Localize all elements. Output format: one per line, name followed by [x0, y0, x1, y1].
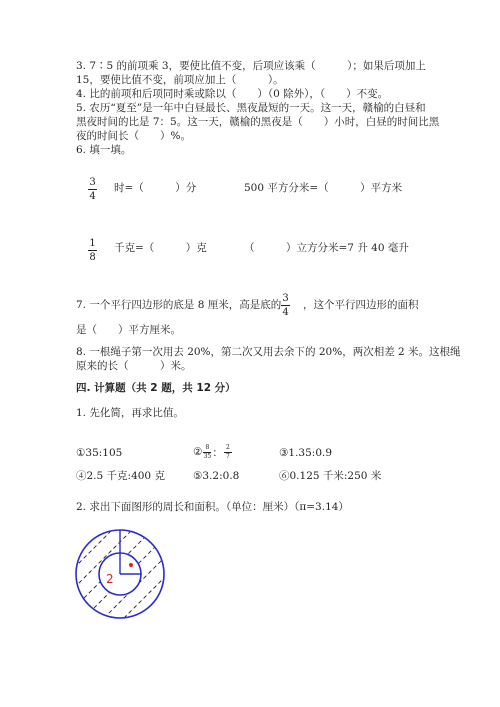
- calc1-item-2-fraction-2: [224, 445, 232, 460]
- q6-b-text: 500 平方分米=（ ）平方米: [244, 182, 403, 194]
- q5-line1: 5. 农历“夏至”是一年中白昼最长、黑夜最短的一天。这一天，赣榆的白昼和: [76, 102, 426, 114]
- q8-line1: 8. 一根绳子第一次用去 20%，第二次又用去余下的 20%，两次相差 2 米。这根绳: [76, 346, 461, 358]
- q6-fraction-c: [88, 238, 97, 263]
- calc1-item-6: ⑥0.125 千米:250 米: [279, 470, 382, 482]
- q5-line2: 黑夜时间的比是 7：5。这一天，赣榆的黑夜是（ ）小时，白昼的时间比黑: [76, 116, 440, 128]
- q4-line1: 4. 比的前项和后项同时乘或除以（ ）（0 除外），（ ）不变。: [76, 88, 389, 100]
- q8-line2: 原来的长（ ）米。: [76, 360, 192, 372]
- annulus-figure: [74, 528, 166, 620]
- q6-title: 6. 填一填。: [76, 144, 132, 156]
- q6-fraction-c-denominator: 8: [89, 252, 96, 263]
- calc1-item-4: ④2.5 千克:400 克: [76, 470, 165, 482]
- q3-line1: 3. 7∶5 的前项乘 3，要使比值不变，后项应该乘（ ）；如果后项加上: [76, 60, 426, 72]
- calc1-title: 1. 先化简，再求比值。: [76, 407, 184, 419]
- q7-fraction: [281, 293, 290, 318]
- q6-c-text: 千克=（ ）克: [114, 242, 207, 254]
- fraction-bar: [88, 250, 97, 251]
- q6-fraction-c-numerator: 1: [89, 238, 96, 249]
- calc1-item-2-colon: ：: [212, 446, 223, 459]
- section-4-title: 四. 计算题（共 2 题，共 12 分）: [76, 382, 236, 394]
- fraction-bar: [88, 189, 97, 190]
- q6-fraction-a-denominator: 4: [89, 191, 96, 202]
- q5-line3: 夜的时间长（ ）%。: [76, 130, 191, 142]
- numerator: 8: [205, 443, 210, 451]
- calc2-title: 2. 求出下面图形的周长和面积。（单位：厘米）（π=3.14）: [76, 501, 349, 513]
- q7-fraction-denominator: 4: [282, 307, 289, 318]
- calc1-item-2-marker: ②: [193, 446, 203, 458]
- q7-line1-pre: 7. 一个平行四边形的底是 8 厘米，高是底的: [76, 299, 282, 311]
- inner-radius-label: 2: [106, 572, 114, 586]
- denominator: 35: [203, 452, 212, 460]
- q7-line2: 是（ ）平方厘米。: [76, 324, 181, 336]
- q6-a-text: 时=（ ）分: [114, 182, 197, 194]
- calc1-item-5: ⑤3.2:0.8: [193, 470, 240, 482]
- calc1-item-2-fraction-1: [203, 445, 211, 460]
- q6-d-text: （ ）立方分米=7 升 40 毫升: [244, 242, 409, 254]
- q6-fraction-a-numerator: 3: [89, 177, 96, 188]
- calc1-item-1: ①35:105: [76, 447, 123, 459]
- q6-fraction-a: [88, 177, 97, 202]
- fraction-bar: [281, 305, 290, 306]
- q7-fraction-numerator: 3: [282, 293, 289, 304]
- calc1-item-3: ③1.35:0.9: [279, 447, 333, 459]
- denominator: 7: [226, 452, 230, 460]
- q3-line2: 15，要使比值不变，前项应加上（ ）。: [76, 74, 284, 86]
- center-marker: [129, 563, 133, 567]
- calc1-item-2: [193, 442, 233, 462]
- numerator: 2: [226, 443, 230, 451]
- q7-line1-post: ，这个平行四边形的面积: [303, 299, 419, 311]
